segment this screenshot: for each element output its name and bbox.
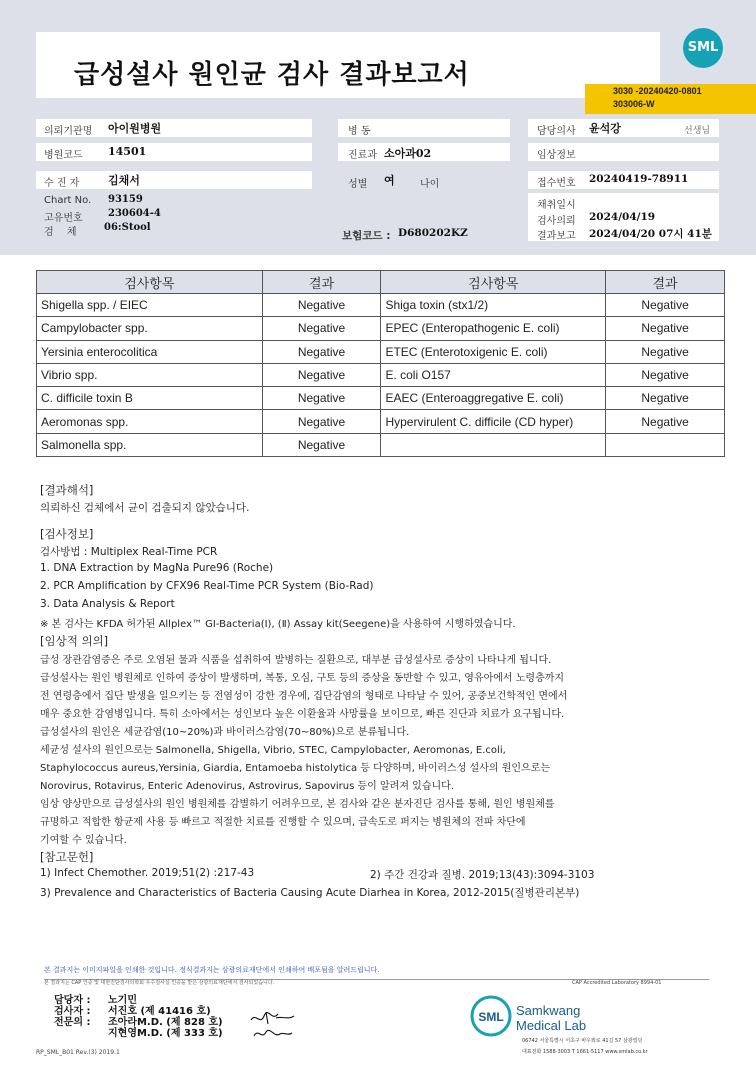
clinical-line: 전 연령층에서 집단 발생을 일으키는 등 전염성이 강한 경우에, 집단감염의 형태로 나타날 수 있어, 공중보건학적인 면에서: [40, 691, 568, 702]
test-result: Negative: [606, 387, 725, 410]
test-item: Campylobacter spp.: [37, 317, 263, 340]
clinical-line: Staphylococcus aureus,Yersinia, Giardia, Entamoeba histolytica 등 다양하며, 바이러스성 설사의 원인으로는: [40, 763, 551, 774]
doctor-value: 윤석강: [589, 122, 621, 135]
doctor-label: 담당의사: [537, 126, 576, 137]
image-notice: 본 결과지는 이미지파일을 인쇄한 것입니다. 정식결과지는 삼광의료재단에서 인쇄하여 배포됨을 알려드립니다.: [44, 966, 380, 974]
test-result: Negative: [262, 294, 381, 317]
test-item: E. coli O157: [381, 363, 606, 386]
clinical-line: 세균성 설사의 원인으로는 Salmonella, Shigella, Vibrio, STEC, Campylobacter, Aeromonas, E.coli,: [40, 745, 506, 756]
request-label: 검사의뢰: [537, 216, 576, 227]
test-item: Shigella spp. / EIEC: [37, 294, 263, 317]
test-item: EPEC (Enteropathogenic E. coli): [381, 317, 606, 340]
report-code-strip: [585, 84, 756, 114]
table-row: [37, 294, 725, 317]
reviewer-value: 노기민: [108, 995, 137, 1006]
test-info-line: 2. PCR Amplification by CFX96 Real-Time PCR System (Bio-Rad): [40, 580, 374, 592]
test-result: Negative: [262, 387, 381, 410]
test-result: Negative: [262, 317, 381, 340]
hospital-code-label: 병원코드: [44, 150, 83, 161]
clinical-line: 급성 장관감염증은 주로 오염된 물과 식품을 섭취하여 발병하는 질환으로, 대부분 급성설사로 증상이 나타나게 됩니다.: [40, 655, 552, 666]
test-item: Aeromonas spp.: [37, 410, 263, 433]
samkwang-logo: [470, 995, 512, 1037]
clinical-label: 임상정보: [537, 150, 576, 161]
test-item: Vibrio spp.: [37, 363, 263, 386]
tester-label: 검사자 :: [54, 1006, 91, 1017]
collect-label: 채취일시: [537, 200, 576, 211]
clinical-line: 임상 양상만으로 급성설사의 원인 병원체를 감별하기 어려우므로, 본 검사와 같은 분자진단 검사를 통해, 원인 병원체를: [40, 799, 555, 810]
specimen-value: 06:Stool: [104, 222, 151, 233]
header-item-2: 검사항목: [381, 271, 606, 294]
receipt-value: 20240419-78911: [589, 173, 689, 185]
sex-value: 여: [384, 174, 395, 187]
results-table: [36, 270, 725, 457]
test-info-line: 3. Data Analysis & Report: [40, 598, 175, 610]
table-row: [37, 387, 725, 410]
page-title: 급성설사 원인균 검사 결과보고서: [74, 60, 470, 90]
patient-value: 김채서: [108, 174, 140, 187]
request-value: 2024/04/19: [589, 211, 656, 223]
chart-no-value: 93159: [108, 194, 143, 205]
institution-label: 의뢰기관명: [44, 126, 93, 137]
lab-phone: 대표전화 1588-3003 T 1661-5117 www.smlab.co.kr: [522, 1049, 648, 1055]
reference-1: 1) Infect Chemother. 2019;51(2) :217-43: [40, 867, 255, 879]
table-row: [37, 410, 725, 433]
report-code-line1: 3030 -20240420-0801: [613, 86, 702, 96]
test-item: Salmonella spp.: [37, 433, 263, 456]
lab-name-line2: Medical Lab: [516, 1018, 587, 1033]
test-result: Negative: [606, 317, 725, 340]
reference-3: 3) Prevalence and Characteristics of Bacteria Causing Acute Diarhea in Korea, 2012-2015(질병관리본부): [40, 887, 580, 899]
report-label: 결과보고: [537, 231, 576, 242]
specimen-label: 검 체: [44, 227, 77, 238]
insurance-value: D680202KZ: [398, 227, 468, 239]
references-heading: [참고문헌]: [40, 850, 94, 864]
samkwang-logo-text: SML: [478, 1010, 504, 1024]
test-result: Negative: [606, 294, 725, 317]
clinical-line: 규명하고 적합한 항균제 사용 등 빠르고 적절한 치료를 진행할 수 있으며, 급속도로 퍼지는 병원체의 전파 차단에: [40, 817, 526, 828]
test-item: Hypervirulent C. difficile (CD hyper): [381, 410, 606, 433]
test-item: ETEC (Enterotoxigenic E. coli): [381, 340, 606, 363]
test-result: Negative: [262, 363, 381, 386]
table-row: [37, 363, 725, 386]
tester-value: 서진호 (제 41416 호): [108, 1006, 211, 1017]
cap-accreditation: CAP Accredited Laboratory 8994-01: [572, 980, 662, 986]
specialist-1: 조아라M.D. (제 828 호): [108, 1017, 223, 1028]
test-result: [606, 433, 725, 456]
test-result: Negative: [262, 340, 381, 363]
ward-label: 병 동: [348, 126, 371, 137]
lab-address: 06742 서울특별시 서초구 바우뫼로 41길 57 삼광빌딩: [522, 1038, 643, 1044]
test-item: Shiga toxin (stx1/2): [381, 294, 606, 317]
signatures-image: [248, 1006, 298, 1042]
sml-logo: SML: [683, 28, 723, 68]
table-row: [37, 340, 725, 363]
unique-no-label: 고유번호: [44, 213, 83, 224]
test-result: Negative: [606, 363, 725, 386]
header-result-2: 결과: [606, 271, 725, 294]
table-header-row: [37, 271, 725, 294]
clinical-line: 매우 중요한 감염병입니다. 특히 소아에서는 성인보다 높은 이환율과 사망률을 보이므로, 빠른 진단과 치료가 요구됩니다.: [40, 709, 565, 720]
report-code-line2: 303006-W: [613, 99, 655, 109]
test-item: Yersinia enterocolitica: [37, 340, 263, 363]
clinical-line: 기여할 수 있습니다.: [40, 835, 127, 846]
test-info-line: 1. DNA Extraction by MagNa Pure96 (Roche): [40, 562, 274, 574]
cap-fine-print: 본 결과지는 CAP 인증 및 대한진단검사의학회 우수검사실 인증을 받은 삼광의료재단에서 검사되었습니다.: [44, 980, 275, 986]
header-item-1: 검사항목: [37, 271, 263, 294]
interpretation-heading: [결과해석]: [40, 483, 94, 497]
clinical-line: Norovirus, Rotavirus, Enteric Adenovirus, Astrovirus, Sapovirus 등이 알려져 있습니다.: [40, 781, 454, 792]
test-result: Negative: [262, 410, 381, 433]
receipt-label: 접수번호: [537, 178, 576, 189]
patient-label: 수 진 자: [44, 178, 80, 189]
specialist-label: 전문의 :: [54, 1017, 91, 1028]
institution-value: 아이원병원: [108, 122, 162, 135]
clinical-significance-heading: [임상적 의의]: [40, 634, 109, 648]
test-info-line: ※ 본 검사는 KFDA 허가된 Allplex™ GI-Bacteria(Ⅰ), (Ⅱ) Assay kit(Seegene)을 사용하여 시행하였습니다.: [40, 619, 516, 630]
table-row: [37, 433, 725, 456]
form-code: RP_SML_B01 Rev.(3) 2019.1: [36, 1049, 120, 1056]
test-item: EAEC (Enteroaggregative E. coli): [381, 387, 606, 410]
specialist-2: 지현영M.D. (제 333 호): [108, 1028, 223, 1039]
age-label: 나이: [420, 179, 440, 190]
reviewer-label: 담당자 :: [54, 995, 91, 1006]
test-result: Negative: [606, 340, 725, 363]
reference-2: 2) 주간 건강과 질병. 2019;13(43):3094-3103: [370, 869, 595, 881]
insurance-label: 보험코드 :: [342, 230, 391, 242]
lab-name-line1: Samkwang: [516, 1003, 581, 1018]
interpretation-text: 의뢰하신 검체에서 균이 검출되지 않았습니다.: [40, 502, 250, 514]
table-row: [37, 317, 725, 340]
unique-no-value: 230604-4: [108, 208, 161, 219]
test-item: C. difficile toxin B: [37, 387, 263, 410]
hospital-code-value: 14501: [108, 145, 147, 158]
test-item: [381, 433, 606, 456]
test-result: Negative: [606, 410, 725, 433]
chart-no-label: Chart No.: [44, 195, 92, 206]
test-result: Negative: [262, 433, 381, 456]
clinical-line: 급성설사의 원인은 세균감염(10~20%)과 바이러스감염(70~80%)으로 분류됩니다.: [40, 727, 410, 738]
doctor-suffix: 선생님: [684, 126, 711, 136]
test-info-line: 검사방법 : Multiplex Real-Time PCR: [40, 546, 218, 558]
sex-label: 성별: [348, 179, 368, 190]
report-value: 2024/04/20 07시 41분: [589, 228, 712, 240]
dept-label: 진료과: [348, 150, 377, 161]
test-info-heading: [검사정보]: [40, 527, 94, 541]
clinical-line: 급성설사는 원인 병원체로 인하여 증상이 발생하며, 복통, 오심, 구토 등의 증상을 동반할 수 있고, 영유아에서 노령층까지: [40, 673, 565, 684]
header-result-1: 결과: [262, 271, 381, 294]
dept-value: 소아과02: [384, 147, 432, 160]
